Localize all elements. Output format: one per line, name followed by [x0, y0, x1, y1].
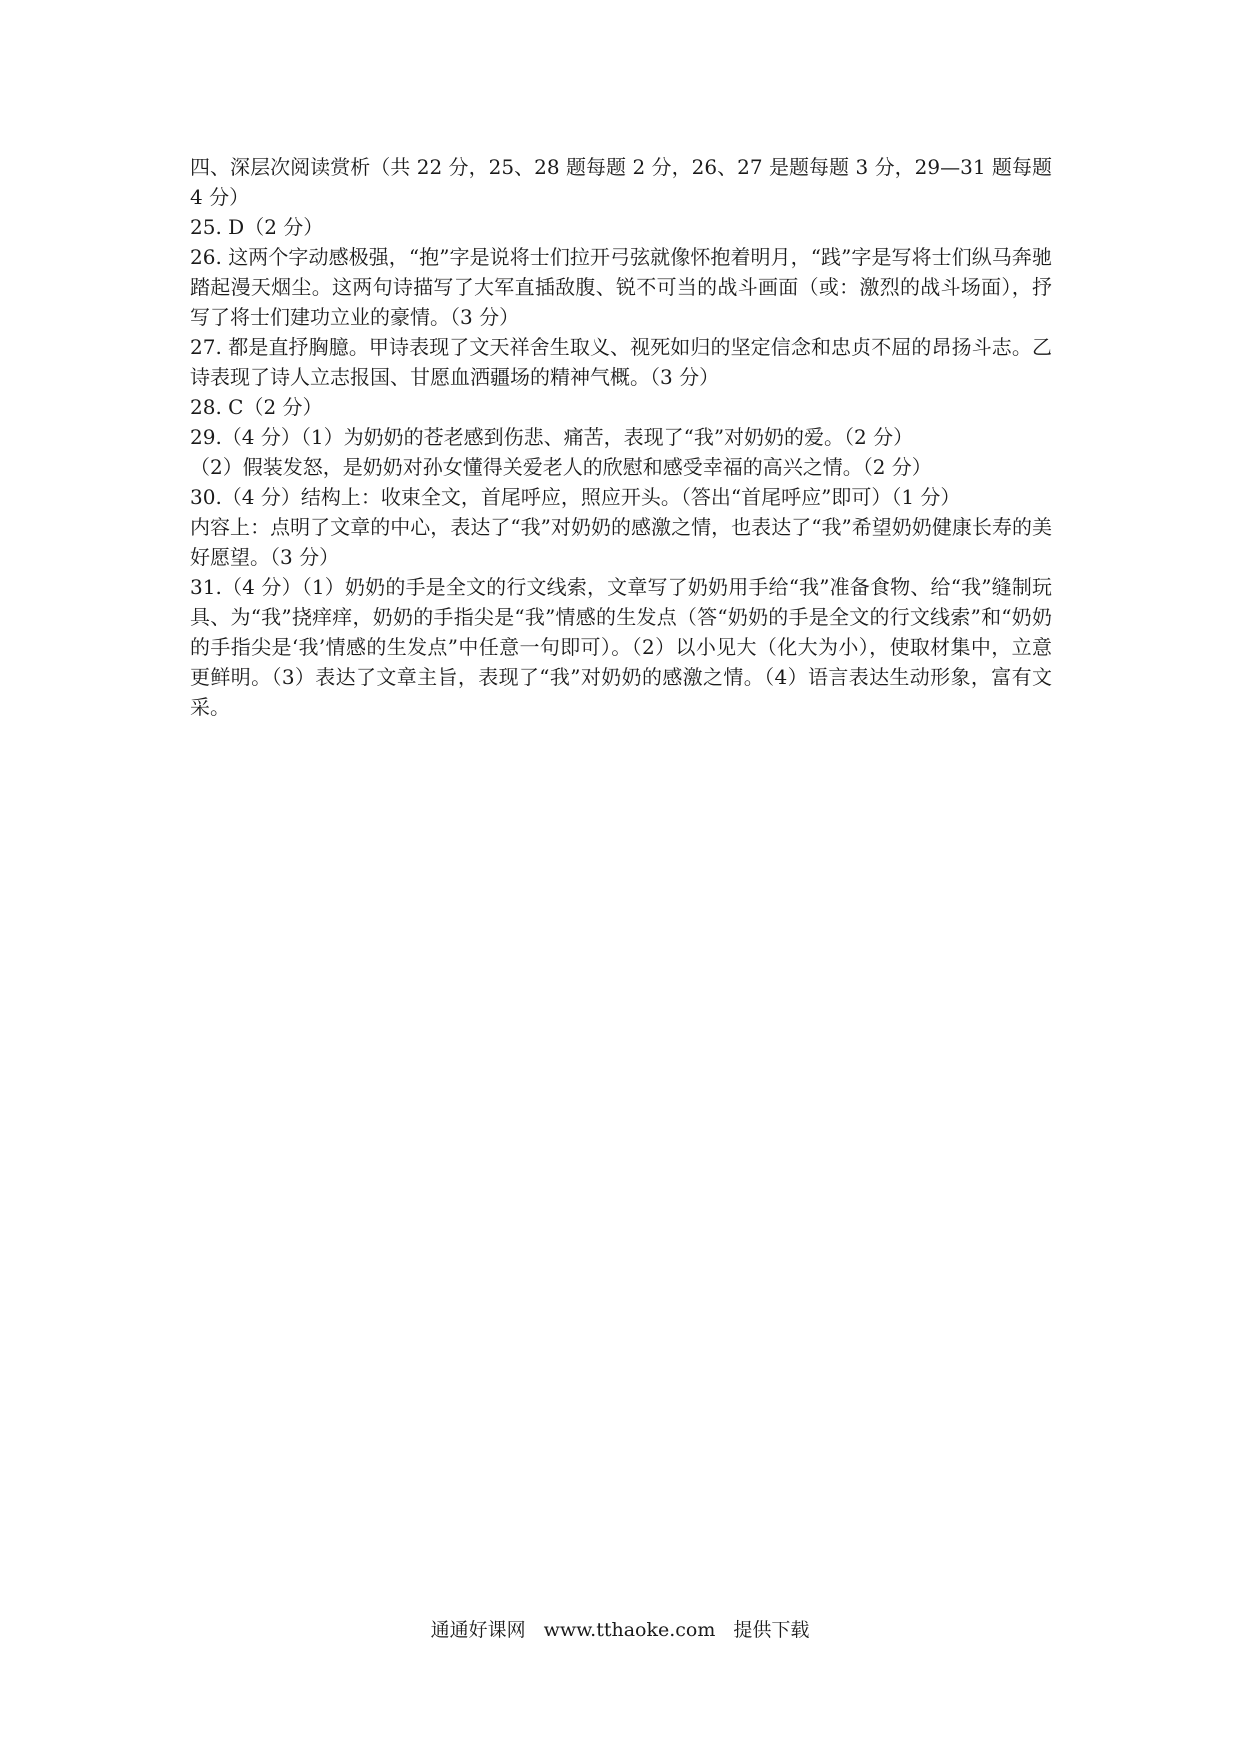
footer-site-name: 通通好课网	[430, 1619, 526, 1641]
page-footer	[0, 1618, 1240, 1642]
footer-note: 提供下载	[733, 1619, 810, 1641]
section-heading: 四、深层次阅读赏析（共 22 分，25、28 题每题 2 分，26、27 是题每题 3 分，29—31 题每题 4 分）	[190, 155, 1052, 209]
answer-25: 25. D（2 分）	[190, 215, 324, 239]
answer-26: 26. 这两个字动感极强，“抱”字是说将士们拉开弓弦就像怀抱着明月，“践”字是写将士们纵马奔驰踏起漫天烟尘。这两句诗描写了大军直插敌腹、锐不可当的战斗画面（或：激烈的战斗场面），抒写了将士们建功立业的豪情。（3 分）	[190, 245, 1052, 329]
answer-31: 31.（4 分）（1）奶奶的手是全文的行文线索，文章写了奶奶用手给“我”准备食物、给“我”缝制玩具、为“我”挠痒痒，奶奶的手指尖是“我”情感的生发点（答“奶奶的手是全文的行文线索”和“奶奶的手指尖是‘我’情感的生发点”中任意一句即可）。（2）以小见大（化大为小），使取材集中，立意更鲜明。（3）表达了文章主旨，表现了“我”对奶奶的感激之情。（4）语言表达生动形象，富有文采。	[190, 575, 1052, 719]
answer-29-part-2: （2）假装发怒，是奶奶对孙女懂得关爱老人的欣慰和感受幸福的高兴之情。（2 分）	[190, 455, 932, 479]
answer-content	[190, 152, 1052, 722]
answer-30-content: 内容上：点明了文章的中心，表达了“我”对奶奶的感激之情，也表达了“我”希望奶奶健康长寿的美好愿望。（3 分）	[190, 515, 1052, 569]
answer-30-structure: 30.（4 分）结构上：收束全文，首尾呼应，照应开头。（答出“首尾呼应”即可）（1 分）	[190, 485, 961, 509]
answer-28: 28. C（2 分）	[190, 395, 323, 419]
answer-27: 27. 都是直抒胸臆。甲诗表现了文天祥舍生取义、视死如归的坚定信念和忠贞不屈的昂扬斗志。乙诗表现了诗人立志报国、甘愿血洒疆场的精神气概。（3 分）	[190, 335, 1052, 389]
answer-29-part-1: 29.（4 分）（1）为奶奶的苍老感到伤悲、痛苦，表现了“我”对奶奶的爱。（2 分）	[190, 425, 914, 449]
footer-url[interactable]: www.tthaoke.com	[543, 1619, 716, 1641]
